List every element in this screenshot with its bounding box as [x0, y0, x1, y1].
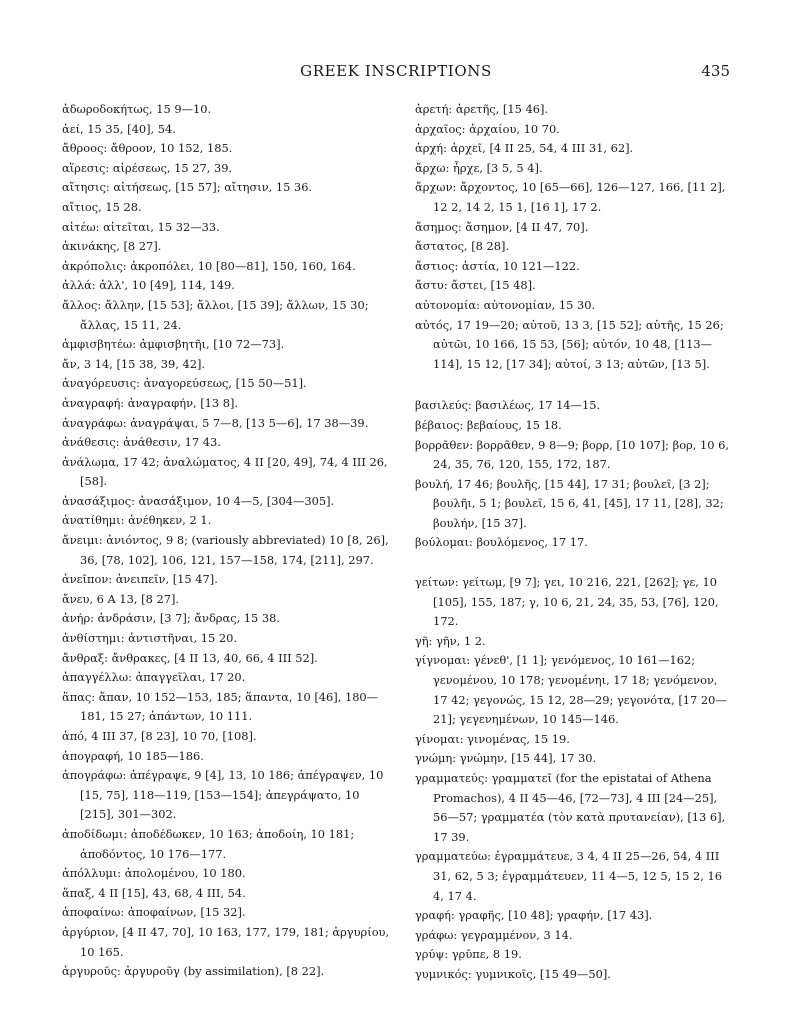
index-entry: ἅπαξ, 4 II [15], 43, 68, 4 III, 54. [62, 885, 246, 900]
index-entry: ἄστυ: ἄστει, [15 48]. [415, 278, 536, 293]
index-entry: ἀκινάκης, [8 27]. [62, 239, 162, 254]
index-entry: βούλομαι: βουλόμενος, 17 17. [415, 535, 588, 550]
running-title: GREEK INSCRIPTIONS [300, 62, 492, 80]
index-entry: ἀπογράφω: ἀπέγραψε, 9 [4], 13, 10 186; ἀπέγραψεν, 10 [15, 75], 118—119, [153—154]; ἀπεγράψατο, 10 [215], 301—302. [62, 768, 384, 822]
index-entry: ἄλλος: ἄλλην, [15 53]; ἄλλοι, [15 39]; ἄλλων, 15 30; ἄλλας, 15 11, 24. [62, 297, 369, 332]
index-entry: γραμματεύς: γραμματεῖ (for the epistatai of Athena Promachos), 4 II 45—46, [72—73], 4 III [24—25], 56—57; γραμματέα (τὸν κατὰ πρυτανείαν), [13 6], 17 39. [415, 771, 726, 844]
index-entry: ἄν, 3 14, [15 38, 39, 42]. [62, 356, 206, 371]
page-number: 435 [701, 62, 730, 80]
index-entry: ἀεί, 15 35, [40], 54. [62, 121, 176, 136]
index-entry: γίνομαι: γινομένας, 15 19. [415, 731, 570, 746]
index-entry: ἀμφισβητέω: ἀμφισβητῆι, [10 72—73]. [62, 337, 285, 352]
index-entry: ἀνήρ: ἀνδράσιν, [3 7]; ἄνδρας, 15 38. [62, 611, 281, 626]
index-entry: ἀποφαίνω: ἀποφαίνων, [15 32]. [62, 905, 246, 920]
index-entry: ἄνθραξ: ἄνθρακες, [4 II 13, 40, 66, 4 III 52]. [62, 650, 318, 665]
page-header [0, 62, 792, 86]
index-entry: ἄστατος, [8 28]. [415, 239, 510, 254]
index-entry: βέβαιος: βεβαίους, 15 18. [415, 417, 562, 432]
index-entry: ἄνευ, 6 A 13, [8 27]. [62, 591, 180, 606]
index-entry: γῆ: γῆν, 1 2. [415, 633, 486, 648]
index-entry: γίγνομαι: γένεθ', [1 1]; γενόμενος, 10 161—162; γενομένου, 10 178; γενομένηι, 17 18; γενόμενον, 17 42; γεγονώς, 15 12, 28—29; γεγονότα, [17 20—21]; γεγενημένων, 10 145—146. [415, 653, 727, 727]
index-entry: ἀπό, 4 III 37, [8 23], 10 70, [108]. [62, 729, 257, 743]
section-spacer [415, 553, 735, 573]
index-entry: ἄστιος: ἀστία, 10 121—122. [415, 258, 580, 273]
index-entry: γράφω: γεγραμμένον, 3 14. [415, 927, 573, 942]
index-entry: ἀνατίθημι: ἀνέθηκεν, 2 1. [62, 513, 212, 528]
index-column-right [415, 100, 735, 985]
index-entry: γραμματεύω: ἐγραμμάτευε, 3 4, 4 II 25—26, 54, 4 III 31, 62, 5 3; ἐγραμμάτευεν, 11 4—5, 12 5, 15 2, 16 4, 17 4. [415, 849, 722, 903]
index-entry: ἄρχων: ἄρχοντος, 10 [65—66], 126—127, 166, [11 2], 12 2, 14 2, 15 1, [16 1], 17 2. [415, 180, 726, 214]
index-entry: αἴτιος, 15 28. [62, 199, 142, 214]
index-entry: ἅπας: ἅπαν, 10 152—153, 185; ἅπαντα, 10 [46], 180—181, 15 27; ἁπάντων, 10 111. [62, 689, 379, 724]
index-entry: ἀνασάξιμος: ἀνασάξιμον, 10 4—5, [304—305]. [62, 493, 335, 508]
index-entry: ἀναγόρευσις: ἀναγορεύσεως, [15 50—51]. [62, 376, 307, 391]
index-entry: ἀνεῖπον: ἀνειπεῖν, [15 47]. [62, 572, 218, 587]
index-entry: ἄρχω: ἦρχε, [3 5, 5 4]. [415, 160, 543, 175]
index-entry: ἀναγραφή: ἀναγραφήν, [13 8]. [62, 395, 239, 410]
index-entry: ἀκρόπολις: ἀκροπόλει, 10 [80—81], 150, 160, 164. [62, 258, 356, 273]
index-entry: αἴτησις: αἰτήσεως, [15 57]; αἴτησιν, 15 36. [62, 180, 313, 195]
index-entry: ἀνθίστημι: ἀντιστῆναι, 15 20. [62, 631, 238, 646]
index-entry: αἰτέω: αἰτεῖται, 15 32—33. [62, 219, 220, 234]
index-entry: ἀργυροῦς: ἀργυροῦγ (by assimilation), [8 22]. [62, 964, 325, 979]
index-entry: ἀρχή: ἀρχεῖ, [4 II 25, 54, 4 III 31, 62]. [415, 141, 634, 156]
index-entry: ἀρετή: ἀρετῆς, [15 46]. [415, 102, 549, 116]
index-entry: γρύψ: γρῦπε, 8 19. [415, 947, 522, 962]
index-entry: ἀρχαῖος: ἀρχαίου, 10 70. [415, 121, 560, 136]
index-entry: ἀργύριον, [4 II 47, 70], 10 163, 177, 179, 181; ἀργυρίου, 10 165. [62, 924, 390, 959]
index-entry: αὐτός, 17 19—20; αὐτοῦ, 13 3, [15 52]; αὐτῆς, 15 26; αὐτῶι, 10 166, 15 53, [56]; αὐτόν, 10 48, [113—114], 15 12, [17 34]; αὐτοί, 3 13; αὐτῶν, [13 5]. [415, 317, 724, 371]
index-entry: αἵρεσις: αἱρέσεως, 15 27, 39. [62, 160, 233, 175]
index-entry: ἀποδίδωμι: ἀποδέδωκεν, 10 163; ἀποδοίη, 10 181; ἀποδόντος, 10 176—177. [62, 826, 355, 861]
index-entry: ἀναγράφω: ἀναγράψαι, 5 7—8, [13 5—6], 17 38—39. [62, 415, 369, 430]
section-spacer [415, 374, 735, 396]
index-entry: αὐτονομία: αὐτονομίαν, 15 30. [415, 297, 596, 312]
index-entry: γείτων: γείτωμ, [9 7]; γει, 10 216, 221, [262]; γε, 10 [105], 155, 187; γ, 10 6, 21, 24, 35, 53, [76], 120, 172. [415, 575, 719, 629]
index-entry: ἄσημος: ἄσημον, [4 II 47, 70]. [415, 219, 589, 234]
index-entry: ἀπογραφή, 10 185—186. [62, 748, 204, 763]
index-entry: βασιλεύς: βασιλέως, 17 14—15. [415, 398, 601, 413]
index-entry: γραφή: γραφῆς, [10 48]; γραφήν, [17 43]. [415, 908, 653, 923]
index-entry: γυμνικός: γυμνικοῖς, [15 49—50]. [415, 966, 611, 981]
index-entry: γνώμη: γνώμην, [15 44], 17 30. [415, 751, 597, 766]
index-entry: ἀλλά: ἀλλ', 10 [49], 114, 149. [62, 278, 235, 293]
index-column-left [62, 100, 394, 982]
index-entry: ἀνάθεσις: ἀνάθεσιν, 17 43. [62, 435, 221, 450]
index-entry: βουλή, 17 46; βουλῆς, [15 44], 17 31; βουλεῖ, [3 2]; βουλῆι, 5 1; βουλεῖ, 15 6, 41, [45], 17 11, [28], 32; βουλήν, [15 37]. [415, 476, 724, 530]
index-entry: ἀπαγγέλλω: ἀπαγγεῖλαι, 17 20. [62, 670, 246, 685]
index-entry: ἀδωροδοκήτως, 15 9—10. [62, 102, 212, 116]
index-entry: ἀπόλλυμι: ἀπολομένου, 10 180. [62, 866, 246, 881]
index-entry: βορρᾶθεν: βορρᾶθεν, 9 8—9; βορρ, [10 107]; βορ, 10 6, 24, 35, 76, 120, 155, 172, 187. [415, 437, 729, 472]
index-entry: ἄθροος: ἄθροον, 10 152, 185. [62, 141, 233, 156]
index-entry: ἄνειμι: ἀνιόντος, 9 8; (variously abbreviated) 10 [8, 26], 36, [78, 102], 106, 121, 157—158, 174, [211], 297. [62, 533, 389, 567]
index-entry: ἀνάλωμα, 17 42; ἀναλώματος, 4 II [20, 49], 74, 4 III 26, [58]. [62, 454, 388, 489]
